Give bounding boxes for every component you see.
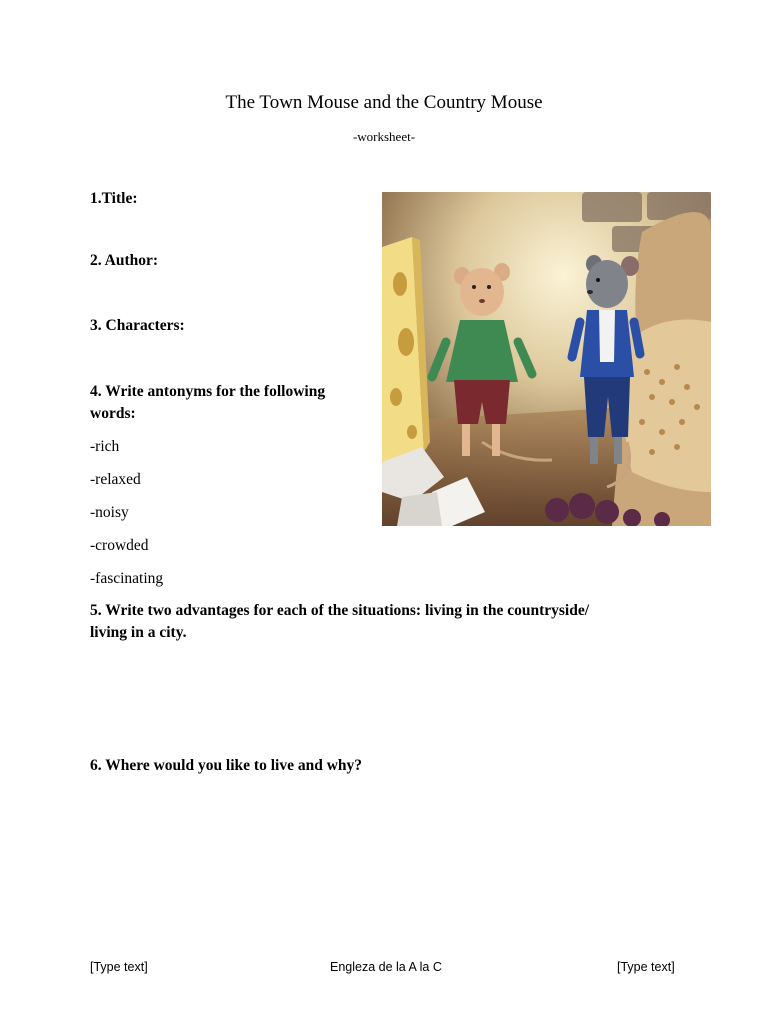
footer-center: Engleza de la A la C bbox=[330, 960, 442, 974]
word-item: -noisy bbox=[90, 504, 129, 521]
page-subtitle: -worksheet- bbox=[352, 129, 416, 144]
question-1: 1.Title: bbox=[90, 190, 138, 207]
page-title: The Town Mouse and the Country Mouse bbox=[225, 92, 543, 113]
question-2: 2. Author: bbox=[90, 252, 159, 269]
word-item: -fascinating bbox=[90, 570, 164, 587]
question-4-line-2: words: bbox=[90, 405, 136, 422]
footer-right: [Type text] bbox=[617, 960, 675, 974]
question-5-line-1: 5. Write two advantages for each of the situations: living in the countryside/ bbox=[90, 602, 590, 619]
question-3: 3. Characters: bbox=[90, 317, 185, 334]
question-6: 6. Where would you like to live and why? bbox=[90, 757, 363, 774]
word-item: -rich bbox=[90, 438, 120, 455]
footer-left: [Type text] bbox=[90, 960, 148, 974]
word-item: -crowded bbox=[90, 537, 149, 554]
mice-illustration bbox=[382, 192, 711, 526]
word-item: -relaxed bbox=[90, 471, 141, 488]
question-5-line-2: living in a city. bbox=[90, 624, 187, 641]
question-4-line-1: 4. Write antonyms for the following bbox=[90, 383, 326, 400]
